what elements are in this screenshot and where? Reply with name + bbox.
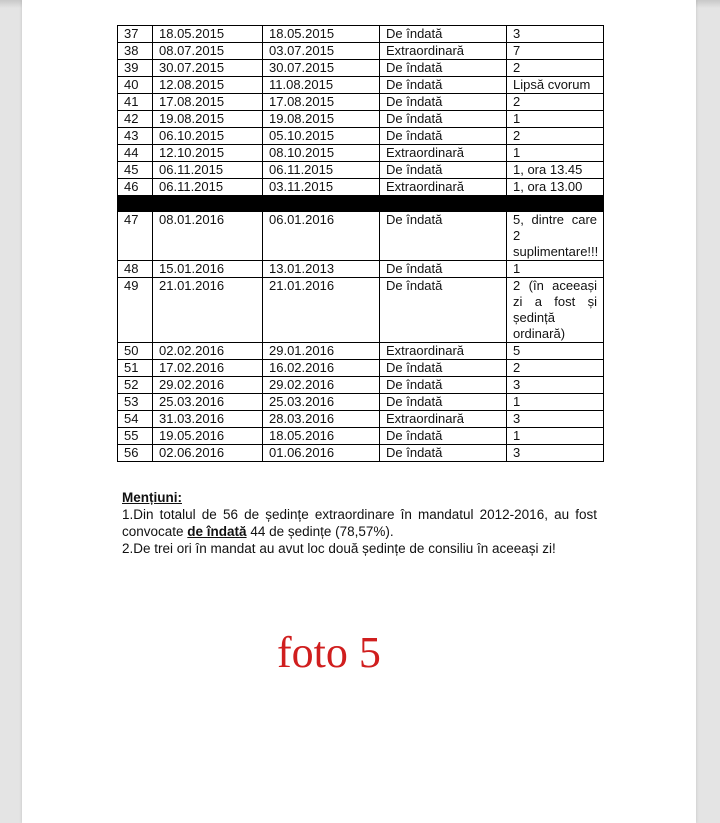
cell-number: 53 <box>118 394 153 411</box>
table-row <box>118 94 604 111</box>
cell-number: 56 <box>118 445 153 462</box>
sessions-table-separator <box>118 196 604 212</box>
cell-convocation-date: 03.11.2015 <box>263 179 380 196</box>
cell-session-date: 06.11.2015 <box>153 162 263 179</box>
cell-session-type: De îndată <box>380 60 507 77</box>
cell-number: 54 <box>118 411 153 428</box>
cell-number: 48 <box>118 261 153 278</box>
note-1 <box>122 506 597 540</box>
cell-number: 40 <box>118 77 153 94</box>
cell-number: 45 <box>118 162 153 179</box>
cell-session-date: 12.10.2015 <box>153 145 263 162</box>
table-row <box>118 428 604 445</box>
cell-convocation-date: 08.10.2015 <box>263 145 380 162</box>
cell-number: 47 <box>118 212 153 261</box>
cell-session-date: 15.01.2016 <box>153 261 263 278</box>
cell-convocation-date: 29.02.2016 <box>263 377 380 394</box>
cell-session-date: 19.05.2016 <box>153 428 263 445</box>
cell-session-type: De îndată <box>380 278 507 343</box>
cell-number: 52 <box>118 377 153 394</box>
cell-items: 1, ora 13.45 <box>507 162 604 179</box>
cell-session-type: De îndată <box>380 394 507 411</box>
cell-convocation-date: 13.01.2013 <box>263 261 380 278</box>
cell-session-date: 08.01.2016 <box>153 212 263 261</box>
cell-session-date: 17.02.2016 <box>153 360 263 377</box>
cell-session-type: De îndată <box>380 377 507 394</box>
cell-session-type: Extraordinară <box>380 179 507 196</box>
cell-convocation-date: 21.01.2016 <box>263 278 380 343</box>
sessions-table-body-after <box>118 212 604 462</box>
cell-session-date: 31.03.2016 <box>153 411 263 428</box>
table-row <box>118 179 604 196</box>
cell-items: Lipsă cvorum <box>507 77 604 94</box>
cell-convocation-date: 11.08.2015 <box>263 77 380 94</box>
table-row <box>118 394 604 411</box>
table-row <box>118 445 604 462</box>
cell-session-date: 06.10.2015 <box>153 128 263 145</box>
cell-items: 3 <box>507 377 604 394</box>
table-row <box>118 212 604 261</box>
cell-items: 2 <box>507 94 604 111</box>
table-row <box>118 43 604 60</box>
cell-session-date: 21.01.2016 <box>153 278 263 343</box>
cell-convocation-date: 25.03.2016 <box>263 394 380 411</box>
table-row <box>118 343 604 360</box>
cell-session-date: 06.11.2015 <box>153 179 263 196</box>
cell-items: 1 <box>507 261 604 278</box>
cell-session-type: De îndată <box>380 94 507 111</box>
cell-session-type: Extraordinară <box>380 145 507 162</box>
cell-session-date: 25.03.2016 <box>153 394 263 411</box>
table-row <box>118 377 604 394</box>
cell-session-date: 30.07.2015 <box>153 60 263 77</box>
notes-section <box>122 489 597 557</box>
note-2: 2.De trei ori în mandat au avut loc două ședințe de consiliu în aceeași zi! <box>122 541 556 556</box>
cell-number: 55 <box>118 428 153 445</box>
cell-number: 39 <box>118 60 153 77</box>
cell-session-date: 17.08.2015 <box>153 94 263 111</box>
notes-title: Mențiuni: <box>122 490 182 505</box>
cell-convocation-date: 01.06.2016 <box>263 445 380 462</box>
cell-session-type: Extraordinară <box>380 43 507 60</box>
cell-number: 43 <box>118 128 153 145</box>
cell-items: 3 <box>507 411 604 428</box>
cell-session-date: 12.08.2015 <box>153 77 263 94</box>
cell-convocation-date: 17.08.2015 <box>263 94 380 111</box>
cell-number: 46 <box>118 179 153 196</box>
cell-number: 41 <box>118 94 153 111</box>
cell-session-type: De îndată <box>380 128 507 145</box>
cell-items: 5, dintre care 2 suplimentare!!! <box>507 212 604 261</box>
cell-items: 3 <box>507 26 604 43</box>
cell-items: 1 <box>507 428 604 445</box>
cell-items: 2 (în aceeași zi a fost și ședință ordinară) <box>507 278 604 343</box>
cell-session-type: De îndată <box>380 77 507 94</box>
table-row <box>118 411 604 428</box>
table-row <box>118 128 604 145</box>
cell-convocation-date: 05.10.2015 <box>263 128 380 145</box>
cell-convocation-date: 06.01.2016 <box>263 212 380 261</box>
cell-session-type: Extraordinară <box>380 343 507 360</box>
note-1-text-end: 44 de ședințe (78,57%). <box>246 524 394 539</box>
cell-session-date: 02.02.2016 <box>153 343 263 360</box>
table-row <box>118 278 604 343</box>
cell-session-type: De îndată <box>380 26 507 43</box>
cell-convocation-date: 29.01.2016 <box>263 343 380 360</box>
cell-number: 51 <box>118 360 153 377</box>
cell-convocation-date: 18.05.2016 <box>263 428 380 445</box>
cell-items: 5 <box>507 343 604 360</box>
cell-items: 1 <box>507 145 604 162</box>
table-row <box>118 145 604 162</box>
cell-convocation-date: 16.02.2016 <box>263 360 380 377</box>
table-row <box>118 60 604 77</box>
cell-convocation-date: 30.07.2015 <box>263 60 380 77</box>
table-row <box>118 111 604 128</box>
cell-items: 1 <box>507 394 604 411</box>
cell-items: 7 <box>507 43 604 60</box>
cell-convocation-date: 03.07.2015 <box>263 43 380 60</box>
cell-session-type: De îndată <box>380 162 507 179</box>
cell-session-date: 18.05.2015 <box>153 26 263 43</box>
cell-session-date: 29.02.2016 <box>153 377 263 394</box>
cell-session-type: Extraordinară <box>380 411 507 428</box>
redacted-separator-row <box>118 196 604 212</box>
cell-number: 50 <box>118 343 153 360</box>
redacted-separator-cell <box>118 196 604 212</box>
note-1-emphasis: de îndată <box>187 524 247 539</box>
cell-convocation-date: 28.03.2016 <box>263 411 380 428</box>
cell-convocation-date: 18.05.2015 <box>263 26 380 43</box>
cell-session-date: 19.08.2015 <box>153 111 263 128</box>
cell-items: 3 <box>507 445 604 462</box>
cell-items: 2 <box>507 360 604 377</box>
note-1-text: 1.Din totalul de 56 de ședințe extraordinare în mandatul 2012-2016, au fost convocate <box>122 507 597 539</box>
cell-session-type: De îndată <box>380 212 507 261</box>
cell-session-date: 08.07.2015 <box>153 43 263 60</box>
cell-items: 2 <box>507 128 604 145</box>
table-row <box>118 77 604 94</box>
cell-number: 44 <box>118 145 153 162</box>
cell-convocation-date: 06.11.2015 <box>263 162 380 179</box>
cell-number: 38 <box>118 43 153 60</box>
sessions-table-body-before <box>118 26 604 196</box>
cell-session-type: De îndată <box>380 360 507 377</box>
cell-session-type: De îndată <box>380 261 507 278</box>
cell-number: 42 <box>118 111 153 128</box>
cell-session-type: De îndată <box>380 111 507 128</box>
cell-session-date: 02.06.2016 <box>153 445 263 462</box>
cell-items: 1 <box>507 111 604 128</box>
sessions-table <box>117 25 604 462</box>
cell-items: 1, ora 13.00 <box>507 179 604 196</box>
table-row <box>118 162 604 179</box>
cell-convocation-date: 19.08.2015 <box>263 111 380 128</box>
cell-session-type: De îndată <box>380 428 507 445</box>
cell-session-type: De îndată <box>380 445 507 462</box>
cell-number: 49 <box>118 278 153 343</box>
cell-number: 37 <box>118 26 153 43</box>
table-row <box>118 261 604 278</box>
photo-label: foto 5 <box>277 628 381 677</box>
table-row <box>118 26 604 43</box>
cell-items: 2 <box>507 60 604 77</box>
table-row <box>118 360 604 377</box>
